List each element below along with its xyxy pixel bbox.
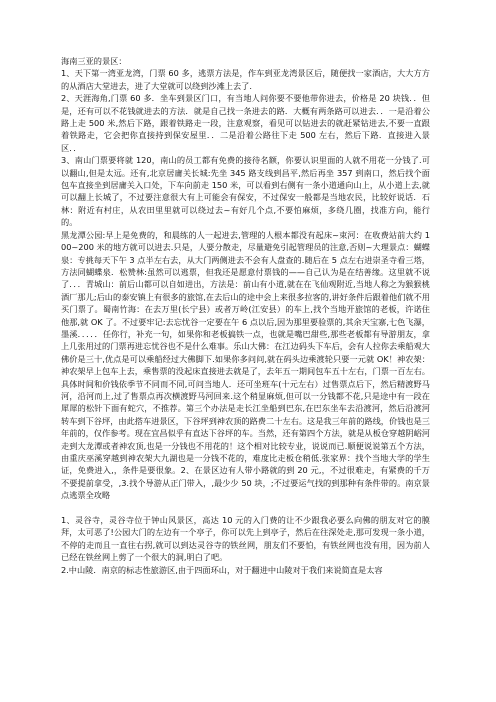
paragraph: 1、天下第一湾亚龙湾，门票 60 多，逃票方法是，作车到亚龙湾景区后，随便找一家酒店，大大方方的从酒店大堂进去，进了大堂就可以绕到沙滩上去了.: [61, 68, 430, 91]
paragraph: 2.中山陵．南京的标志性旅游区,由于四面环山，对于翻进中山陵对于我们来说简直是太容: [61, 564, 383, 575]
paragraph: 2、天涯海角,门票 60 多．坐车到景区门口，有当地人问你要不要他带你进去，价格是 20 块钱．．但是，还有可以不花钱就进去的方法．就是自己找一条进去的路．大概有两条路可以进去．．一是沿着公路上走 500 米,然后下路，跟着铁路走一段，注意观察，看见可以钻进去的就赶紧钻进去,不要一直跟着铁路走，它会把你直接持到保安屋里．．二是沿着公路往下走 500 左右，然后下路．直接进入景区．．: [61, 93, 430, 153]
document-title: 海南三亚的景区：: [61, 56, 127, 66]
paragraph-gap: [61, 502, 430, 514]
paragraph: 黑龙潭公园:早上是免费的，和晨练的人一起进去,管理的人根本都没有起床~束河：在收费站前大约 100~200 米的地方就可以进去.只是，人要分散走，尽量避免引起管理员的注意,否则~大理景点：蝴蝶泉：专挑每天下午 3 点半左右去，从大门两侧进去不会有人盘查的.随后在 5 点左右进崇圣寺看三塔，方法同蝴蝶泉．松赞林:虽然可以逃票，但我还是愿意付票钱的——自己认为是在结善缘。这里就不说了．．．青城山：前后山都可以自如进出，方法是：前山有小道,就在在飞仙观附近,当地人称之为猴猴桃酒厂那儿;后山的泰安镇上有很多的旅馆,在去后山的途中会上来很多拉客的,讲好条件后跟着他们就不用买门票了。蜀南竹海：在去万里(长宁县）或者万岭(江安县）的车上,找个当地开旅馆的老板，许诺住他那,就 OK 了。不过要牢记:去忘忧谷一定要在午 6 点以后,因为那里要验票的,其余天宝寨,七色飞瀑，墨溪．．．．．任你行，补充一句，如果你和老板搞铁一点，也就是嘴巴甜些,那些老板都有导游朋友，拿上几张用过的门票再进忘忧谷也不是什么难事。乐山大佛：在江边码头下车后，会有人拉你去乘船观大佛价是三十,优点是可以乘船经过大佛脚下.如果你多问问,就在码头边乘渡轮只要一元就 OK！神农架：神农架早上包车上去，乘售票的没起床直接进去就是了，去年五一期间包车五十左右，门票一百左右。具体时间和价钱依季节不同而不同,可问当地人．还可坐班车(十元左右）过售票点后下，然后精渡野马河，沿河而上,过了售票点再次横渡野马河回来.这个稍显麻烦,但可以一分钱都不花,只是途中有一段在犀犀的松针下面有蛇穴，不推荐。第三个办法是走长江坐船到巴东,在巴东坐车去沿渡河，然后沿渡河转车到下谷坪，由此搭车进景区，下谷坪到神农顶的路费二十左右。这是我三年前的路线，价钱也是三年前的，仅作参考。现在宜昌似乎有直达下谷坪的车。当然，还有第四个方法，就是从板仓穿越阴峪河走到大龙潭或者神农顶,也是一分钱也不用花的！这个相对比较专业，说说而已.顺便说说第五个方法，由重庆巫溪穿越到神农架大九湖也是一分钱不花的，难度比走板仓稍低.张家界：找个当地大学的学生证，免费进入,，条件是要很象。2、在景区边有人带小路就的到 20 元,，不过很难走，有紧费的千万不要提前拿受，,3.找个导游从正门带入，,最少少 50 块，;不过要运气找的到那种有条件带的。南京景点逃票全攻略: [61, 229, 430, 501]
paragraph: 3、南山门票要将就 120，南山的员工都有免费的接待名额，你要认识里面的人就不用花一分钱了.可以翻山,但是太远。还有,北京居庸关长城:先坐 345 路支线到昌平,然后再坐 357 到南口，然后找个面包车直接坐到居庸关入口处，下车向前走 150 米，可以看到右侧有一条小道通向山上，从小道上去,就可以翻上长城了，不过要注意很大有上可能会有保安，不过保安一般都是当地农民，比较好说话．石林：附近有村庄，从农田里里就可以绕过去~有好几个点,不要怕麻烦，多绕几圈，找准方向，能行的。: [61, 155, 430, 228]
paragraph: 1、灵谷寺，灵谷寺位于钟山风景区，高达 10 元的入门费的让不少跟我必要么向佛的朋友对它的膜拜，太可恶了!公园大门的左边有一个亭子，你可以先上到亭子，然后在往深处走,那可发现一条小道，不停的走而且一直往右拐,就可以到达灵谷寺的铁丝网，朋友们不要怕，有铁丝网也没有用，因为前人已经在铁丝网上剪了一个很大的洞,明白了吧。: [61, 515, 430, 563]
